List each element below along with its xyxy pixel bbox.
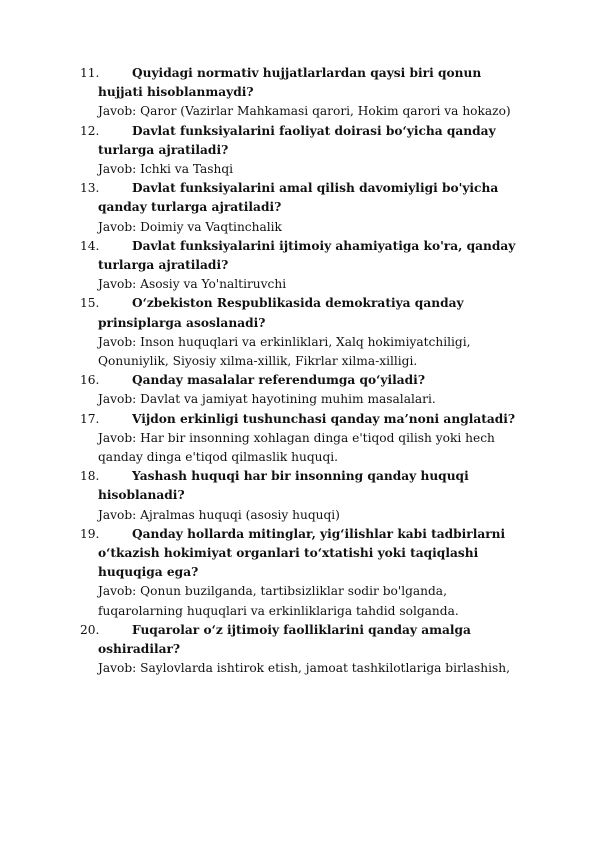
question-text-continued: qanday turlarga ajratiladi? — [98, 200, 282, 215]
answer-text: Qonuniylik, Siyosiy xilma-xillik, Fikrlar xilma-xilligi. — [98, 354, 418, 369]
qa-item — [80, 64, 540, 122]
question-number: 19. — [80, 526, 100, 541]
question-text-continued: turlarga ajratiladi? — [98, 258, 229, 273]
answer-text: Javob: Davlat va jamiyat hayotining muhim masalalari. — [98, 392, 436, 407]
question-first-line — [80, 371, 540, 390]
question-text-continued: huquqiga ega? — [98, 565, 199, 580]
question-first-line — [80, 122, 540, 141]
question-first-line — [80, 525, 540, 544]
question-text: Qanday masalalar referendumga qo‘yiladi? — [132, 373, 425, 388]
qa-list — [80, 64, 540, 679]
question-text-continued: o‘tkazish hokimiyat organlari to‘xtatishi yoki taqiqlashi — [98, 546, 479, 561]
answer-text: Javob: Asosiy va Yo'naltiruvchi — [98, 277, 287, 292]
answer-text: Javob: Qaror (Vazirlar Mahkamasi qarori, Hokim qarori va hokazo) — [98, 104, 511, 119]
question-number: 13. — [80, 181, 100, 196]
qa-item — [80, 467, 540, 525]
answer-text: Javob: Ajralmas huquqi (asosiy huquqi) — [98, 507, 340, 522]
question-text-continued: oshiradilar? — [98, 642, 181, 657]
answer-text: Javob: Qonun buzilganda, tartibsizliklar sodir bo'lganda, — [98, 584, 447, 599]
question-text: Vijdon erkinligi tushunchasi qanday ma’noni anglatadi? — [132, 411, 516, 426]
answer-text: Javob: Doimiy va Vaqtinchalik — [98, 219, 282, 234]
question-number: 17. — [80, 411, 100, 426]
answer-text: Javob: Saylovlarda ishtirok etish, jamoat tashkilotlariga birlashish, — [98, 661, 510, 676]
qa-item — [80, 179, 540, 237]
question-first-line — [80, 621, 540, 640]
answer-text: qanday dinga e'tiqod qilmaslik huquqi. — [98, 450, 339, 465]
question-text: Davlat funksiyalarini ijtimoiy ahamiyatiga ko'ra, qanday — [132, 238, 516, 253]
question-first-line — [80, 294, 540, 313]
question-text-continued: hujjati hisoblanmaydi? — [98, 85, 254, 100]
qa-item — [80, 294, 540, 371]
question-first-line — [80, 237, 540, 256]
qa-item — [80, 621, 540, 679]
question-text-continued: prinsiplarga asoslanadi? — [98, 315, 266, 330]
answer-text: Javob: Ichki va Tashqi — [98, 162, 234, 177]
question-text: Davlat funksiyalarini amal qilish davomiyligi bo'yicha — [132, 181, 499, 196]
question-text: Davlat funksiyalarini faoliyat doirasi bo‘yicha qanday — [132, 123, 496, 138]
question-first-line — [80, 64, 540, 83]
question-text: Fuqarolar o‘z ijtimoiy faolliklarini qanday amalga — [132, 622, 471, 637]
question-text: Quyidagi normativ hujjatlarlardan qaysi biri qonun — [132, 66, 482, 80]
answer-text: fuqarolarning huquqlari va erkinliklariga tahdid solganda. — [98, 603, 459, 618]
question-first-line — [80, 410, 540, 429]
answer-text: Javob: Inson huquqlari va erkinliklari, Xalq hokimiyatchiligi, — [98, 334, 471, 349]
qa-item — [80, 371, 540, 409]
question-number: 11. — [80, 66, 100, 80]
qa-item — [80, 525, 540, 621]
question-text: Yashash huquqi har bir insonning qanday huquqi — [132, 469, 469, 484]
question-text-continued: turlarga ajratiladi? — [98, 142, 229, 157]
question-number: 16. — [80, 373, 100, 388]
question-number: 15. — [80, 296, 100, 311]
qa-item — [80, 237, 540, 295]
question-text-continued: hisoblanadi? — [98, 488, 185, 503]
answer-text: Javob: Har bir insonning xohlagan dinga e'tiqod qilish yoki hech — [98, 430, 495, 445]
question-number: 18. — [80, 469, 100, 484]
qa-item — [80, 410, 540, 468]
question-first-line — [80, 179, 540, 198]
question-number: 20. — [80, 622, 100, 637]
question-text: Qanday hollarda mitinglar, yig‘ilishlar kabi tadbirlarni — [132, 526, 506, 541]
question-text: O‘zbekiston Respublikasida demokratiya qanday — [132, 296, 464, 311]
qa-item — [80, 122, 540, 180]
question-number: 12. — [80, 123, 100, 138]
question-first-line — [80, 467, 540, 486]
question-number: 14. — [80, 238, 100, 253]
